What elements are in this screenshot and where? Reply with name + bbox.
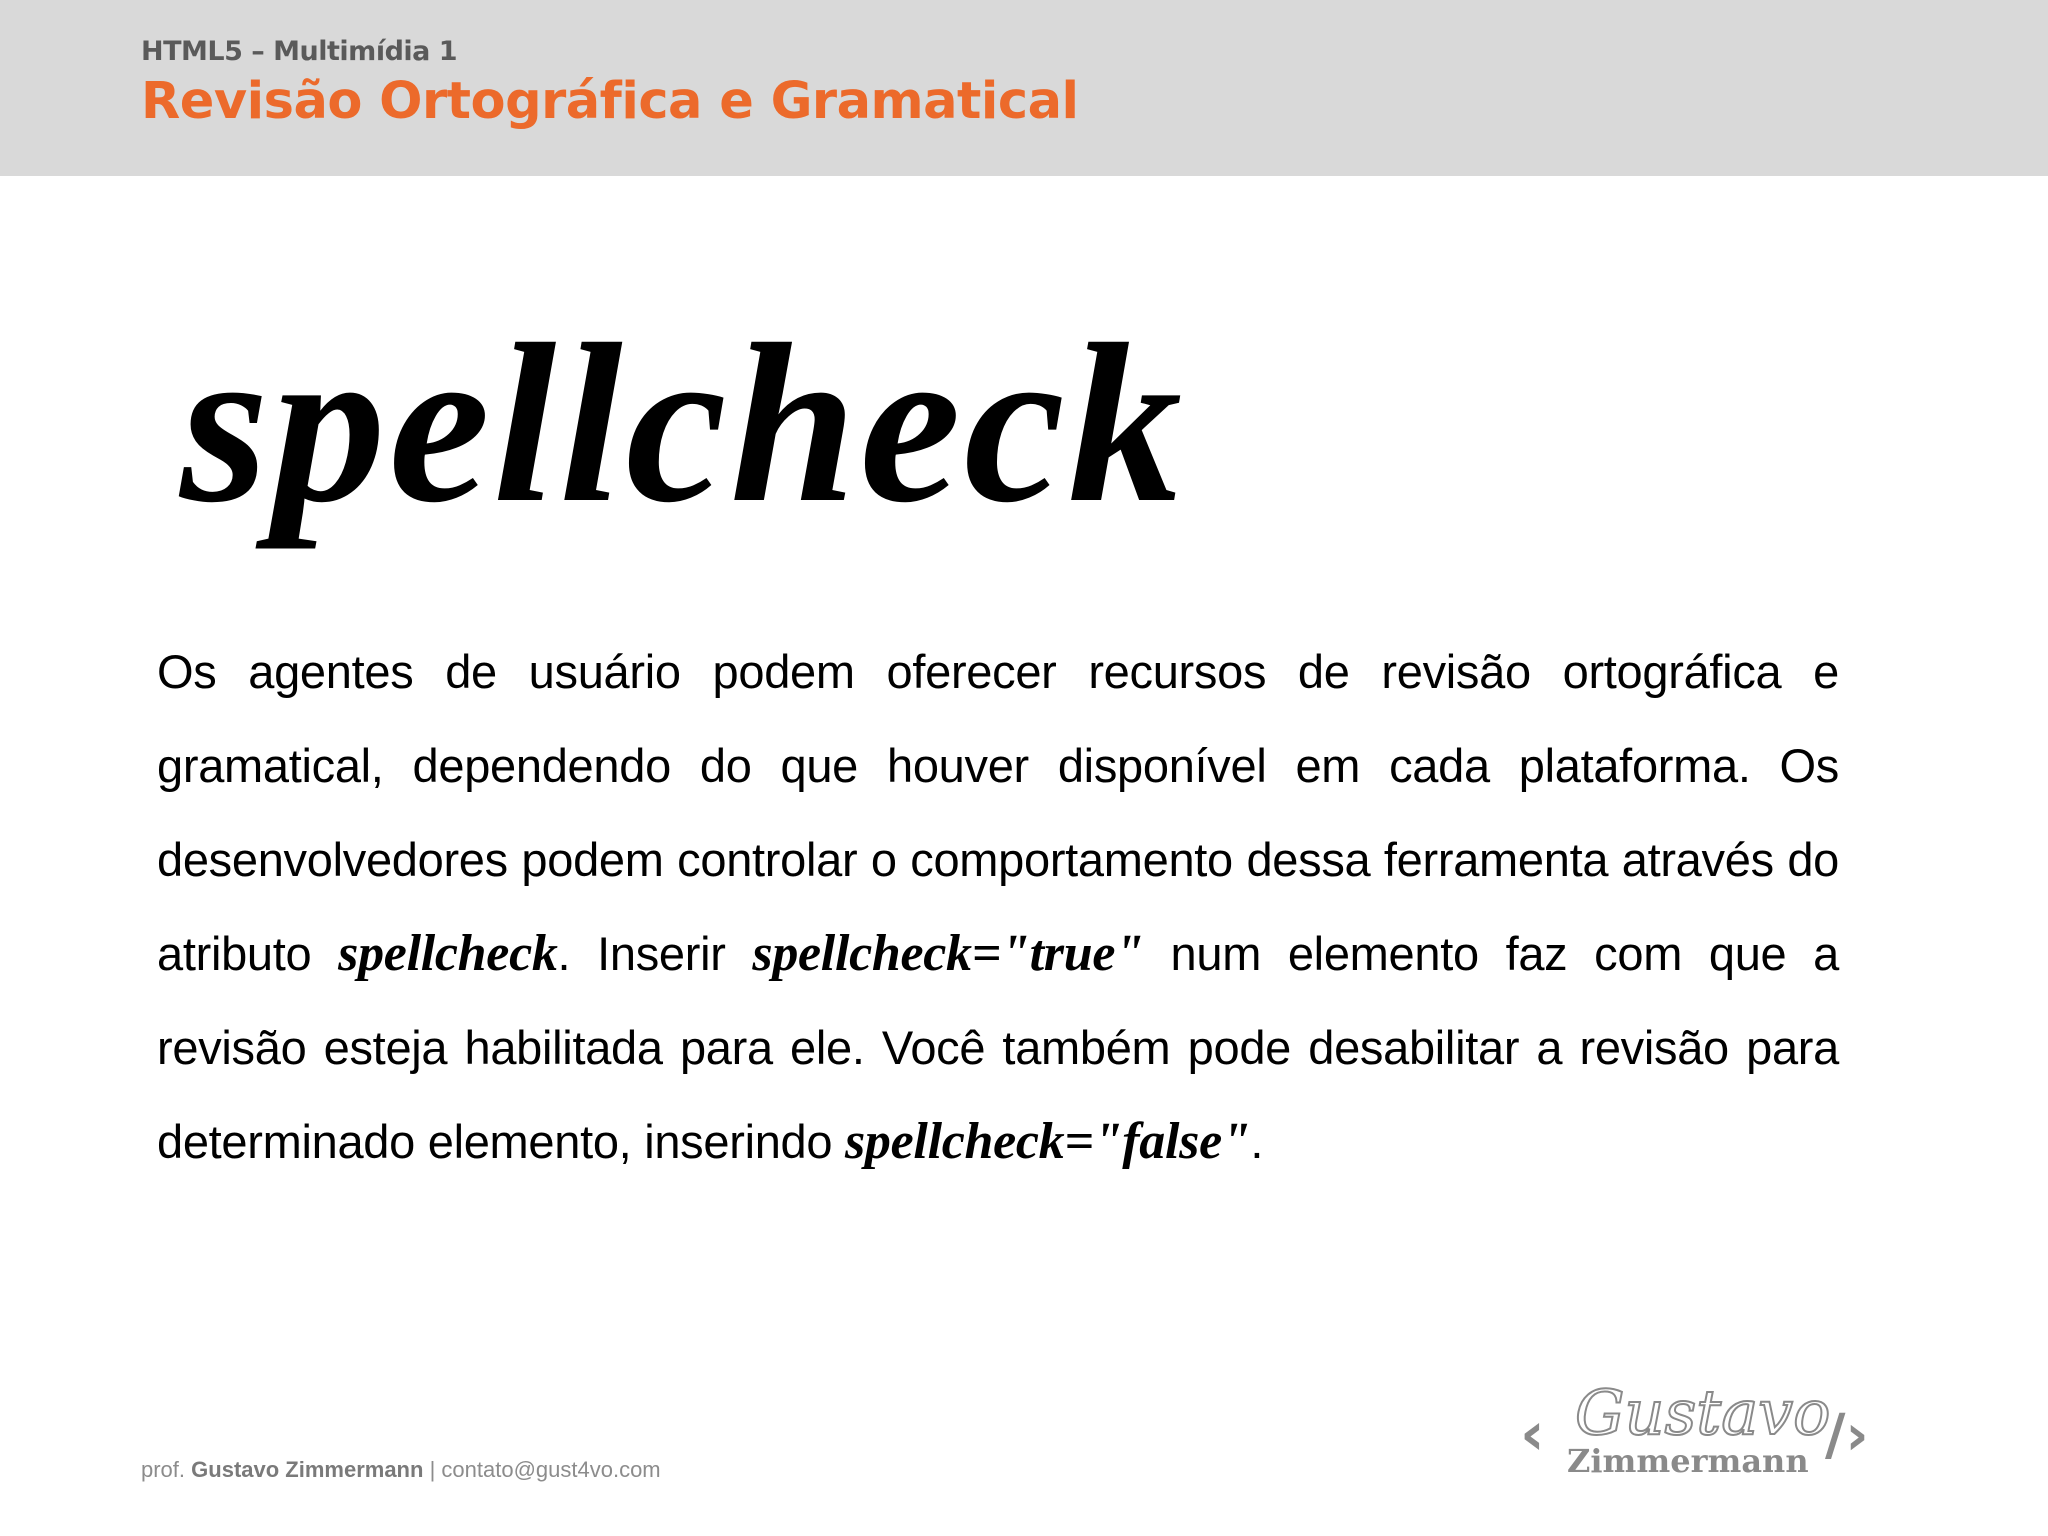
code-spellcheck-false: spellcheck="false" — [845, 1113, 1251, 1170]
code-spellcheck: spellcheck — [338, 925, 558, 982]
code-spellcheck-true: spellcheck="true" — [752, 925, 1144, 982]
paragraph-text-1: Os agentes de usuário podem oferecer recursos de revisão ortográfica e gramatical, dependendo do que houver disponível em cada plataforma. Os desenvolvedores podem controlar o comportamento dessa ferramenta através do atributo — [157, 645, 1839, 980]
footer-credit — [141, 1457, 661, 1483]
paragraph-text-2: . Inserir — [557, 927, 753, 980]
slide-header — [0, 0, 2048, 176]
keyword-heading: spellcheck — [180, 298, 1186, 550]
body-paragraph — [157, 625, 1839, 1189]
footer-separator: | — [429, 1457, 436, 1482]
footer-email: contato@gust4vo.com — [441, 1457, 661, 1482]
logo-script-name: Gustavo — [1575, 1376, 1831, 1449]
footer-author: Gustavo Zimmermann — [191, 1457, 424, 1482]
logo-right-bracket: /› — [1825, 1403, 1869, 1468]
paragraph-text-4: . — [1250, 1115, 1264, 1168]
author-logo — [1515, 1372, 1885, 1482]
slide-title: Revisão Ortográfica e Gramatical — [141, 72, 1079, 131]
logo-surname: Zimmermann — [1567, 1442, 1809, 1480]
logo-left-bracket: ‹ — [1520, 1399, 1545, 1469]
course-label: HTML5 – Multimídia 1 — [141, 36, 458, 67]
paragraph-text-3: num elemento faz com que a revisão esteja habilitada para ele. Você também pode desabilitar a revisão para determinado elemento, inserindo — [157, 927, 1840, 1168]
footer-prefix: prof. — [141, 1457, 186, 1482]
